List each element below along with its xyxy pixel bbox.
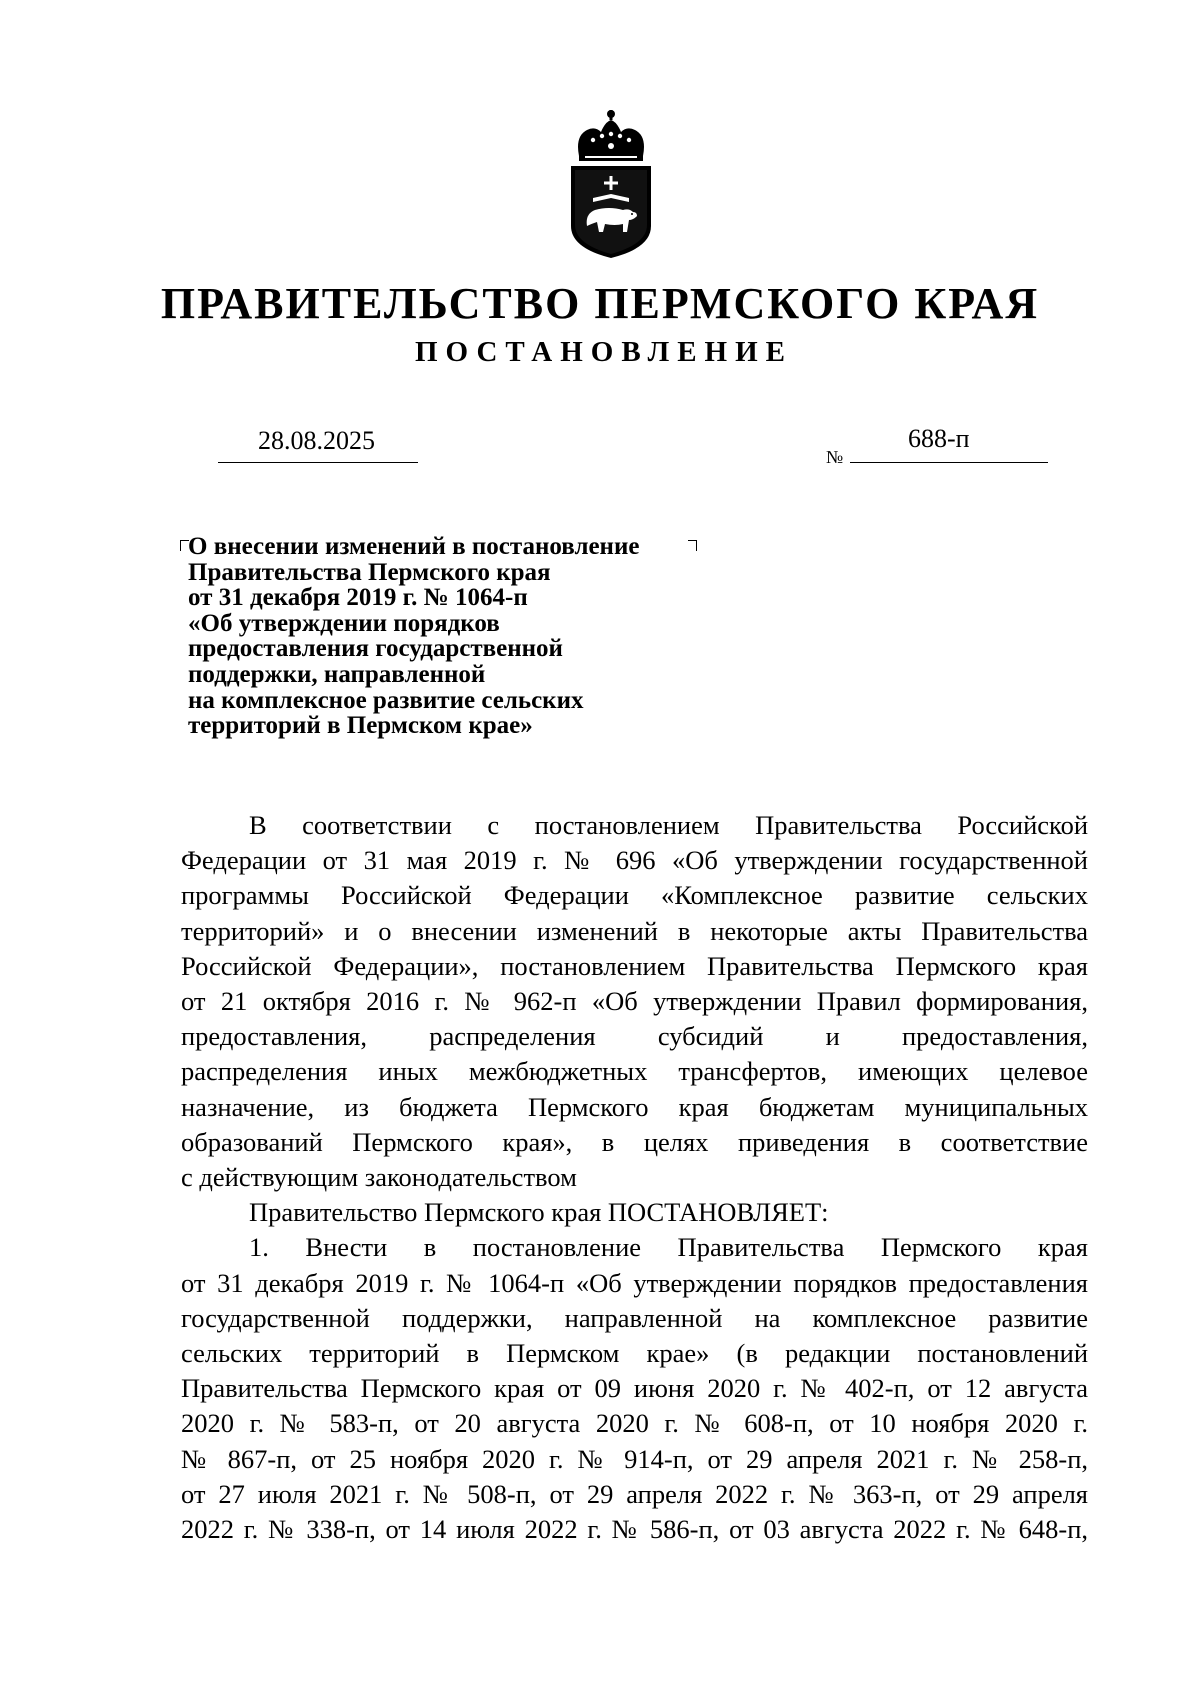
body-line: В соответствии с постановлением Правительства Российской <box>249 810 1088 840</box>
body-line: территорий» и о внесении изменений в некоторые акты Правительства <box>181 915 1088 946</box>
subject-line: от 31 декабря 2019 г. № 1064-п <box>188 584 528 612</box>
subject-line: О внесении изменений в постановление <box>188 533 640 560</box>
date-underline <box>218 462 418 463</box>
subject-line: территорий в Пермском крае» <box>188 712 533 740</box>
document-subject <box>188 534 748 739</box>
body-line: от 27 июля 2021 г. № 508-п, от 29 апреля 2022 г. № 363-п, от 29 апреля <box>181 1478 1088 1509</box>
body-line: Правительство Пермского края ПОСТАНОВЛЯЕТ: <box>249 1197 829 1228</box>
body-line: 1. Внести в постановление Правительства Пермского края <box>249 1232 1088 1263</box>
body-line: назначение, из бюджета Пермского края бюджетам муниципальных <box>181 1091 1088 1122</box>
number-underline <box>850 462 1048 463</box>
body-line: 2022 г. № 338-п, от 14 июля 2022 г. № 586-п, от 03 августа 2022 г. № 648-п, <box>181 1514 1088 1545</box>
body-line: от 31 декабря 2019 г. № 1064-п «Об утверждении порядков предоставления <box>181 1267 1088 1298</box>
document-number: 688-п <box>908 424 970 453</box>
organization-title: ПРАВИТЕЛЬСТВО ПЕРМСКОГО КРАЯ <box>160 279 1040 328</box>
subject-line: «Об утверждении порядков <box>188 609 500 637</box>
body-line: сельских территорий в Пермском крае» (в редакции постановлений <box>181 1338 1088 1369</box>
body-line: Российской Федерации», постановлением Правительства Пермского края <box>181 950 1088 981</box>
body-line: Правительства Пермского края от 09 июня 2020 г. № 402-п, от 12 августа <box>181 1373 1088 1404</box>
body-line: № 867-п, от 25 ноября 2020 г. № 914-п, от 29 апреля 2021 г. № 258-п, <box>181 1443 1088 1474</box>
body-line: распределения иных межбюджетных трансфертов, имеющих целевое <box>181 1056 1088 1087</box>
body-line: Федерации от 31 мая 2019 г. № 696 «Об утверждении государственной <box>181 845 1088 876</box>
subject-line: поддержки, направленной <box>188 660 486 688</box>
body-line: с действующим законодательством <box>181 1162 577 1193</box>
document-body <box>181 808 1088 1547</box>
document-type: ПОСТАНОВЛЕНИЕ <box>414 336 793 368</box>
body-line: 2020 г. № 583-п, от 20 августа 2020 г. № 608-п, от 10 ноября 2020 г. <box>181 1408 1088 1439</box>
body-line: предоставления, распределения субсидий и предоставления, <box>181 1021 1088 1052</box>
number-sign: № <box>826 447 844 467</box>
body-line: государственной поддержки, направленной на комплексное развитие <box>181 1302 1088 1333</box>
body-line: от 21 октября 2016 г. № 962-п «Об утверждении Правил формирования, <box>181 986 1088 1017</box>
coat-of-arms-icon <box>565 108 657 260</box>
body-line: образований Пермского края», в целях приведения в соответствие <box>181 1126 1088 1157</box>
body-line: программы Российской Федерации «Комплексное развитие сельских <box>181 880 1088 911</box>
document-date: 28.08.2025 <box>258 426 375 455</box>
subject-line: на комплексное развитие сельских <box>188 686 584 714</box>
subject-line: Правительства Пермского края <box>188 558 551 586</box>
subject-line: предоставления государственной <box>188 635 563 663</box>
